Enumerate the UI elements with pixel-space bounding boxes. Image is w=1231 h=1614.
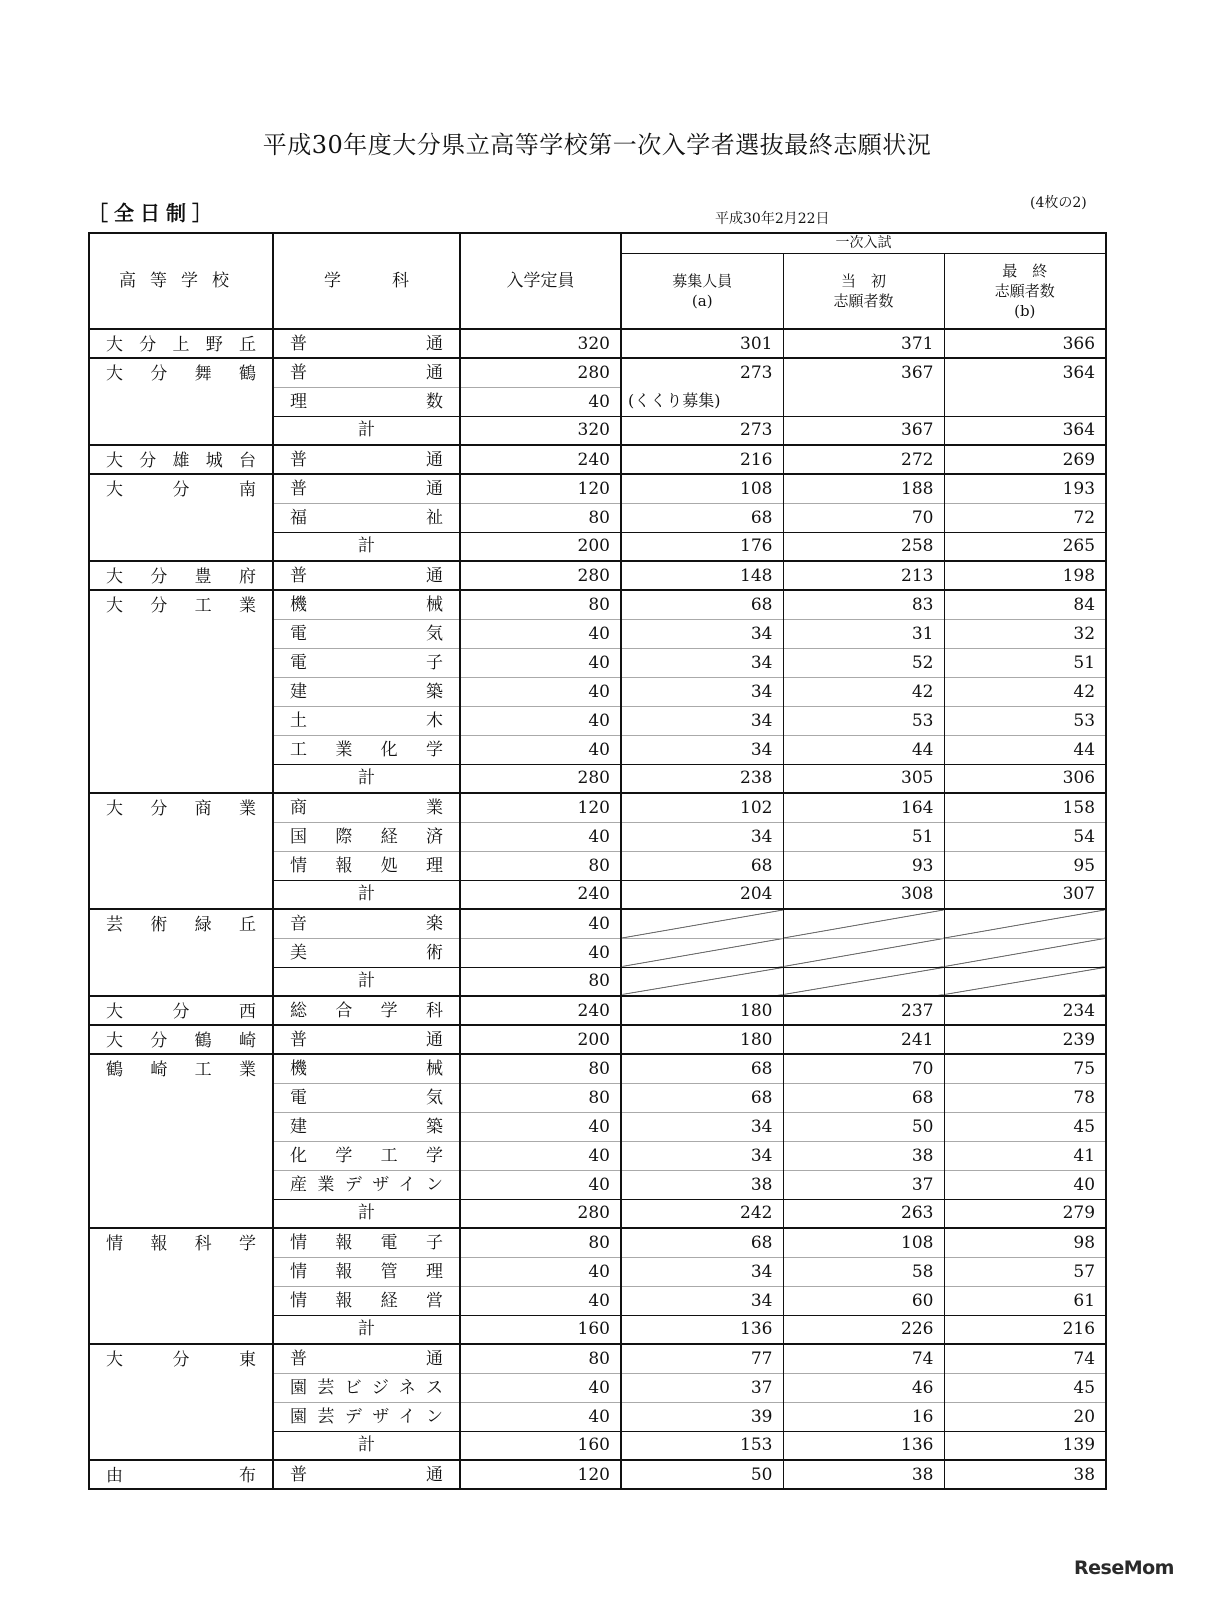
final-applicants-value: 57 [944,1257,1106,1286]
initial-applicants-value: 58 [783,1257,944,1286]
recruit-value: 68 [621,1083,783,1112]
final-applicants-value: 42 [944,677,1106,706]
table-row [89,329,1106,358]
final-applicants-value: 95 [944,851,1106,880]
initial-applicants-value: 74 [783,1344,944,1373]
school-name: 大分南 [89,474,273,561]
capacity-value: 240 [460,445,621,474]
table-row [89,1460,1106,1489]
recruit-value [621,967,783,996]
department-name: 情報経営 [273,1286,460,1315]
table-row [89,474,1106,503]
total-label: 計 [273,880,460,909]
division-label: ［全日制］ [88,201,218,225]
recruit-value: 102 [621,793,783,822]
department-name: 普通 [273,1460,460,1489]
department-name: 福祉 [273,503,460,532]
final-applicants-value: 269 [944,445,1106,474]
final-applicants-value: 72 [944,503,1106,532]
final-applicants-value: 44 [944,735,1106,764]
department-name: 国際経済 [273,822,460,851]
department-name: 情報処理 [273,851,460,880]
recruit-value: 38 [621,1170,783,1199]
total-label: 計 [273,532,460,561]
final-applicants-value: 61 [944,1286,1106,1315]
final-applicants-value [944,938,1106,967]
capacity-value: 200 [460,532,621,561]
department-name: 機械 [273,590,460,619]
department-name: 電気 [273,619,460,648]
capacity-value: 40 [460,1402,621,1431]
department-name: 普通 [273,1344,460,1373]
initial-applicants-value: 70 [783,503,944,532]
recruit-value: 273 [621,416,783,445]
department-name: 電気 [273,1083,460,1112]
capacity-value: 160 [460,1431,621,1460]
capacity-value: 280 [460,358,621,387]
recruit-value: 37 [621,1373,783,1402]
department-name: 総合学科 [273,996,460,1025]
document-title: 平成30年度大分県立高等学校第一次入学者選抜最終志願状況 [262,131,932,159]
capacity-value: 80 [460,1054,621,1083]
capacity-value: 320 [460,329,621,358]
capacity-value: 280 [460,1199,621,1228]
recruit-value: 68 [621,590,783,619]
table-row [89,1344,1106,1373]
capacity-value: 80 [460,503,621,532]
department-name: 機械 [273,1054,460,1083]
capacity-value: 40 [460,1286,621,1315]
initial-applicants-value: 367 [783,358,944,387]
department-name: 普通 [273,445,460,474]
capacity-value: 120 [460,1460,621,1489]
initial-applicants-value: 37 [783,1170,944,1199]
recruit-value: 68 [621,851,783,880]
final-applicants-value: 279 [944,1199,1106,1228]
table-row [89,1025,1106,1054]
department-name: 普通 [273,358,460,387]
school-name: 大分鶴崎 [89,1025,273,1054]
recruit-value: 34 [621,822,783,851]
capacity-value: 120 [460,793,621,822]
resemom-logo: ReseMom [1074,1557,1174,1579]
initial-applicants-value: 16 [783,1402,944,1431]
department-name: 化学工学 [273,1141,460,1170]
final-applicants-value: 239 [944,1025,1106,1054]
final-applicants-value: 84 [944,590,1106,619]
initial-applicants-value: 52 [783,648,944,677]
total-label: 計 [273,1431,460,1460]
final-applicants-value: 54 [944,822,1106,851]
capacity-value: 80 [460,590,621,619]
table-row [89,1054,1106,1083]
sheet-number: (4枚の2) [1030,195,1087,211]
initial-applicants-value [783,909,944,938]
department-name: 建築 [273,1112,460,1141]
recruit-value: 34 [621,619,783,648]
recruit-value: 301 [621,329,783,358]
header-initial: 当 初 志願者数 [783,253,944,329]
recruit-value: 148 [621,561,783,590]
school-name: 大分上野丘 [89,329,273,358]
final-applicants-value: 20 [944,1402,1106,1431]
capacity-value: 40 [460,1170,621,1199]
initial-applicants-value: 188 [783,474,944,503]
department-name: 普通 [273,329,460,358]
department-name: 美術 [273,938,460,967]
final-applicants-value: 364 [944,416,1106,445]
recruit-value: 68 [621,1228,783,1257]
recruit-value: 34 [621,706,783,735]
capacity-value: 40 [460,735,621,764]
department-name: 普通 [273,474,460,503]
capacity-value: 240 [460,880,621,909]
recruit-value: 180 [621,1025,783,1054]
initial-applicants-value: 53 [783,706,944,735]
recruit-value: 273 [621,358,783,387]
report-date: 平成30年2月22日 [715,211,830,227]
recruit-value: 216 [621,445,783,474]
header-school: 高等学校 [119,271,243,291]
initial-applicants-value: 38 [783,1141,944,1170]
department-name: 普通 [273,1025,460,1054]
capacity-value: 120 [460,474,621,503]
table-row [89,358,1106,387]
school-name: 由布 [89,1460,273,1489]
school-name: 大分豊府 [89,561,273,590]
table-row [89,1228,1106,1257]
recruit-value [621,909,783,938]
capacity-value: 40 [460,822,621,851]
final-applicants-value: 193 [944,474,1106,503]
final-applicants-value: 98 [944,1228,1106,1257]
table-row [89,590,1106,619]
school-name: 芸術緑丘 [89,909,273,996]
final-applicants-value: 364 [944,358,1106,387]
capacity-value: 40 [460,619,621,648]
initial-applicants-value: 213 [783,561,944,590]
capacity-value: 40 [460,387,621,416]
recruit-value: 77 [621,1344,783,1373]
final-applicants-value: 45 [944,1112,1106,1141]
recruit-value: 34 [621,1141,783,1170]
capacity-value: 40 [460,1257,621,1286]
recruit-value: 34 [621,648,783,677]
school-name: 大分西 [89,996,273,1025]
initial-applicants-value: 51 [783,822,944,851]
table-row [89,909,1106,938]
initial-applicants-value: 164 [783,793,944,822]
recruit-value: 180 [621,996,783,1025]
total-label: 計 [273,1315,460,1344]
recruit-value: 34 [621,1286,783,1315]
recruit-value: 176 [621,532,783,561]
capacity-value: 80 [460,1083,621,1112]
school-name: 情報科学 [89,1228,273,1344]
final-applicants-value: 45 [944,1373,1106,1402]
recruit-value: 68 [621,503,783,532]
recruit-value [621,938,783,967]
department-name: 情報管理 [273,1257,460,1286]
final-applicants-value: 41 [944,1141,1106,1170]
capacity-value: 80 [460,967,621,996]
total-label: 計 [273,1199,460,1228]
final-applicants-value: 198 [944,561,1106,590]
capacity-value: 40 [460,677,621,706]
department-name: 土木 [273,706,460,735]
final-applicants-value: 32 [944,619,1106,648]
school-name: 大分商業 [89,793,273,909]
capacity-value: 160 [460,1315,621,1344]
initial-applicants-value: 44 [783,735,944,764]
final-applicants-value: 78 [944,1083,1106,1112]
capacity-value: 200 [460,1025,621,1054]
table-row [89,793,1106,822]
capacity-value: 40 [460,938,621,967]
final-applicants-value: 234 [944,996,1106,1025]
final-applicants-value: 306 [944,764,1106,793]
department-name: 普通 [273,561,460,590]
capacity-value: 240 [460,996,621,1025]
capacity-value: 80 [460,1228,621,1257]
initial-applicants-value: 70 [783,1054,944,1083]
header-first-exam: 一次入試 [621,233,1106,253]
department-name: 理数 [273,387,460,416]
department-name: 音楽 [273,909,460,938]
capacity-value: 280 [460,764,621,793]
capacity-value: 40 [460,706,621,735]
recruit-value: 50 [621,1460,783,1489]
capacity-value: 40 [460,1373,621,1402]
final-applicants-value: 216 [944,1315,1106,1344]
header-capacity: 入学定員 [460,233,621,329]
final-applicants-value [944,909,1106,938]
final-applicants-value [944,967,1106,996]
capacity-value: 280 [460,561,621,590]
capacity-value: 320 [460,416,621,445]
initial-applicants-value [783,387,944,416]
initial-applicants-value: 226 [783,1315,944,1344]
department-name: 情報電子 [273,1228,460,1257]
department-name: 建築 [273,677,460,706]
final-applicants-value: 366 [944,329,1106,358]
department-name: 産業デザイン [273,1170,460,1199]
recruit-value: 242 [621,1199,783,1228]
table-row [89,561,1106,590]
final-applicants-value: 307 [944,880,1106,909]
initial-applicants-value: 263 [783,1199,944,1228]
header-recruit: 募集人員 (a) [621,253,783,329]
recruit-value: 34 [621,677,783,706]
school-name: 鶴崎工業 [89,1054,273,1228]
department-name: 電子 [273,648,460,677]
bundled-recruitment-note: (くくり募集) [621,387,783,416]
school-name: 大分工業 [89,590,273,793]
initial-applicants-value: 93 [783,851,944,880]
school-name: 大分雄城台 [89,445,273,474]
recruit-value: 204 [621,880,783,909]
initial-applicants-value: 108 [783,1228,944,1257]
department-name: 商業 [273,793,460,822]
final-applicants-value: 75 [944,1054,1106,1083]
capacity-value: 40 [460,1112,621,1141]
recruit-value: 34 [621,735,783,764]
initial-applicants-value: 60 [783,1286,944,1315]
final-applicants-value: 38 [944,1460,1106,1489]
applicant-status-table [88,232,1107,1490]
recruit-value: 34 [621,1257,783,1286]
initial-applicants-value: 241 [783,1025,944,1054]
final-applicants-value: 53 [944,706,1106,735]
initial-applicants-value [783,967,944,996]
initial-applicants-value: 83 [783,590,944,619]
final-applicants-value: 139 [944,1431,1106,1460]
initial-applicants-value: 272 [783,445,944,474]
recruit-value: 153 [621,1431,783,1460]
school-name: 大分舞鶴 [89,358,273,445]
final-applicants-value [944,387,1106,416]
total-label: 計 [273,967,460,996]
initial-applicants-value: 68 [783,1083,944,1112]
initial-applicants-value: 305 [783,764,944,793]
initial-applicants-value: 38 [783,1460,944,1489]
final-applicants-value: 265 [944,532,1106,561]
capacity-value: 40 [460,909,621,938]
capacity-value: 40 [460,1141,621,1170]
capacity-value: 40 [460,648,621,677]
recruit-value: 68 [621,1054,783,1083]
initial-applicants-value: 308 [783,880,944,909]
initial-applicants-value [783,938,944,967]
initial-applicants-value: 237 [783,996,944,1025]
final-applicants-value: 40 [944,1170,1106,1199]
department-name: 工業化学 [273,735,460,764]
department-name: 園芸ビジネス [273,1373,460,1402]
final-applicants-value: 74 [944,1344,1106,1373]
recruit-value: 108 [621,474,783,503]
table-row [89,445,1106,474]
initial-applicants-value: 31 [783,619,944,648]
initial-applicants-value: 50 [783,1112,944,1141]
final-applicants-value: 158 [944,793,1106,822]
recruit-value: 136 [621,1315,783,1344]
initial-applicants-value: 136 [783,1431,944,1460]
header-dept: 学 科 [273,233,460,329]
initial-applicants-value: 367 [783,416,944,445]
table-row [89,996,1106,1025]
department-name: 園芸デザイン [273,1402,460,1431]
recruit-value: 238 [621,764,783,793]
recruit-value: 39 [621,1402,783,1431]
initial-applicants-value: 258 [783,532,944,561]
initial-applicants-value: 42 [783,677,944,706]
final-applicants-value: 51 [944,648,1106,677]
school-name: 大分東 [89,1344,273,1460]
initial-applicants-value: 46 [783,1373,944,1402]
total-label: 計 [273,764,460,793]
total-label: 計 [273,416,460,445]
capacity-value: 80 [460,1344,621,1373]
initial-applicants-value: 371 [783,329,944,358]
recruit-value: 34 [621,1112,783,1141]
header-final: 最 終 志願者数 (b) [944,253,1106,329]
capacity-value: 80 [460,851,621,880]
